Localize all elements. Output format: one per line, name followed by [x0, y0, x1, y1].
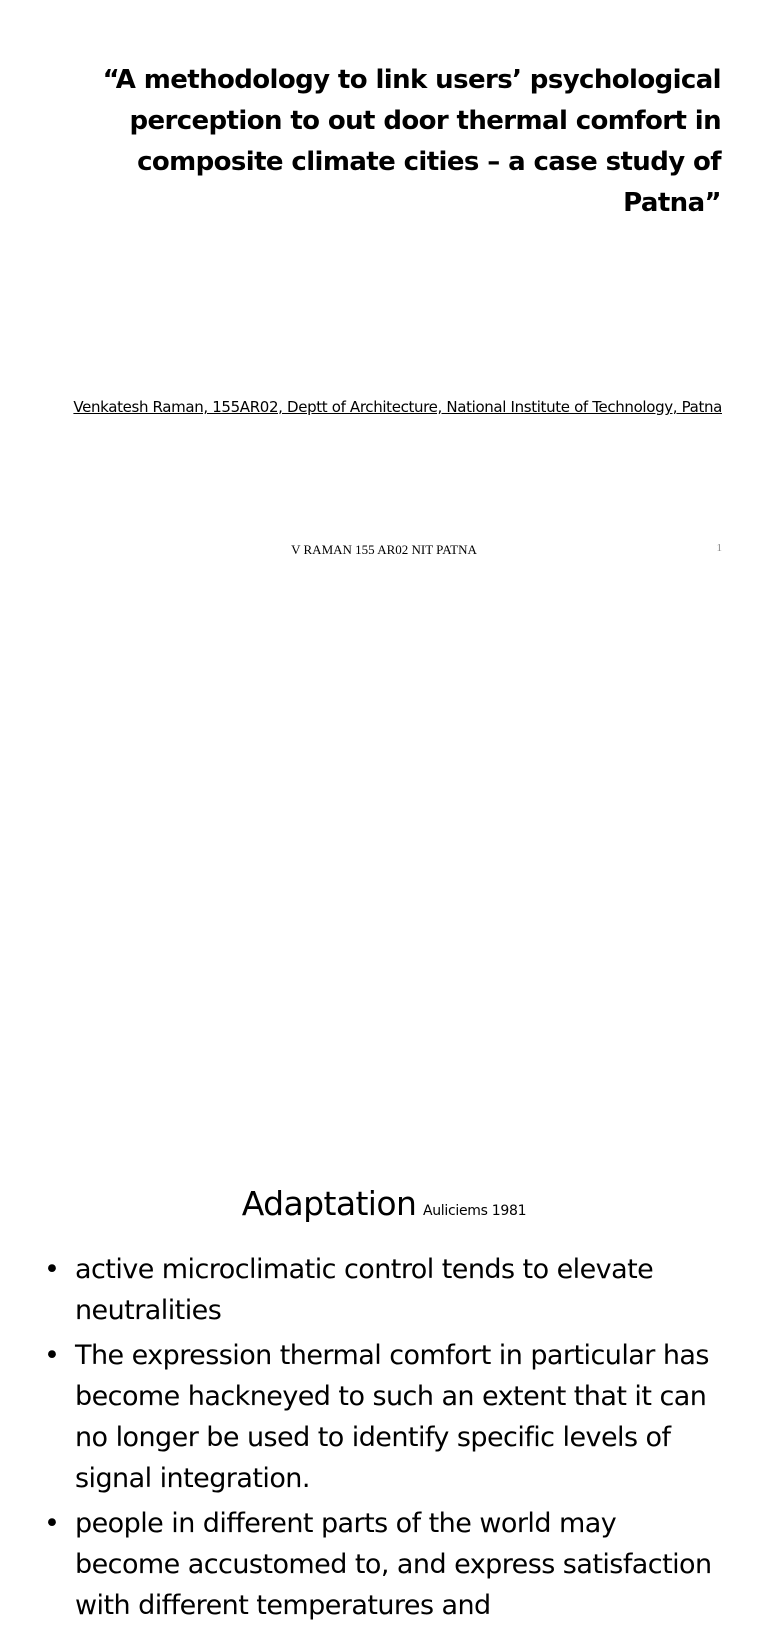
slide-title: “A methodology to link users’ psychological perception to out door thermal comfort in composite climate cities – a case study of Patna” — [102, 65, 721, 218]
heading-citation: Auliciems 1981 — [422, 1203, 527, 1219]
slide-footer: V RAMAN 155 AR02 NIT PATNA — [291, 542, 477, 557]
list-item — [44, 1336, 724, 1499]
bullet-text: The expression thermal comfort in particular has become hackneyed to such an extent that it can no longer be used to identify specific levels of signal integration. — [75, 1340, 709, 1494]
bullet-list — [44, 1250, 724, 1631]
bullet-marker: • — [44, 1508, 60, 1540]
author-credit: Venkatesh Raman, 155AR02, Deptt of Architecture, National Institute of Technology, Patna — [73, 398, 722, 416]
slide-2 — [0, 576, 768, 1621]
bullet-marker: • — [44, 1340, 60, 1372]
bullet-text: people in different parts of the world may become accustomed to, and express satisfaction with different temperatures and — [75, 1508, 712, 1621]
list-item — [44, 1504, 724, 1626]
slide-1 — [0, 0, 768, 576]
slide-heading — [0, 1184, 768, 1223]
page-number: 1 — [716, 542, 722, 554]
list-item — [44, 1250, 724, 1331]
heading-text: Adaptation — [241, 1184, 417, 1223]
bullet-marker: • — [44, 1254, 60, 1285]
bullet-text: active microclimatic control tends to elevate neutralities — [75, 1254, 654, 1326]
